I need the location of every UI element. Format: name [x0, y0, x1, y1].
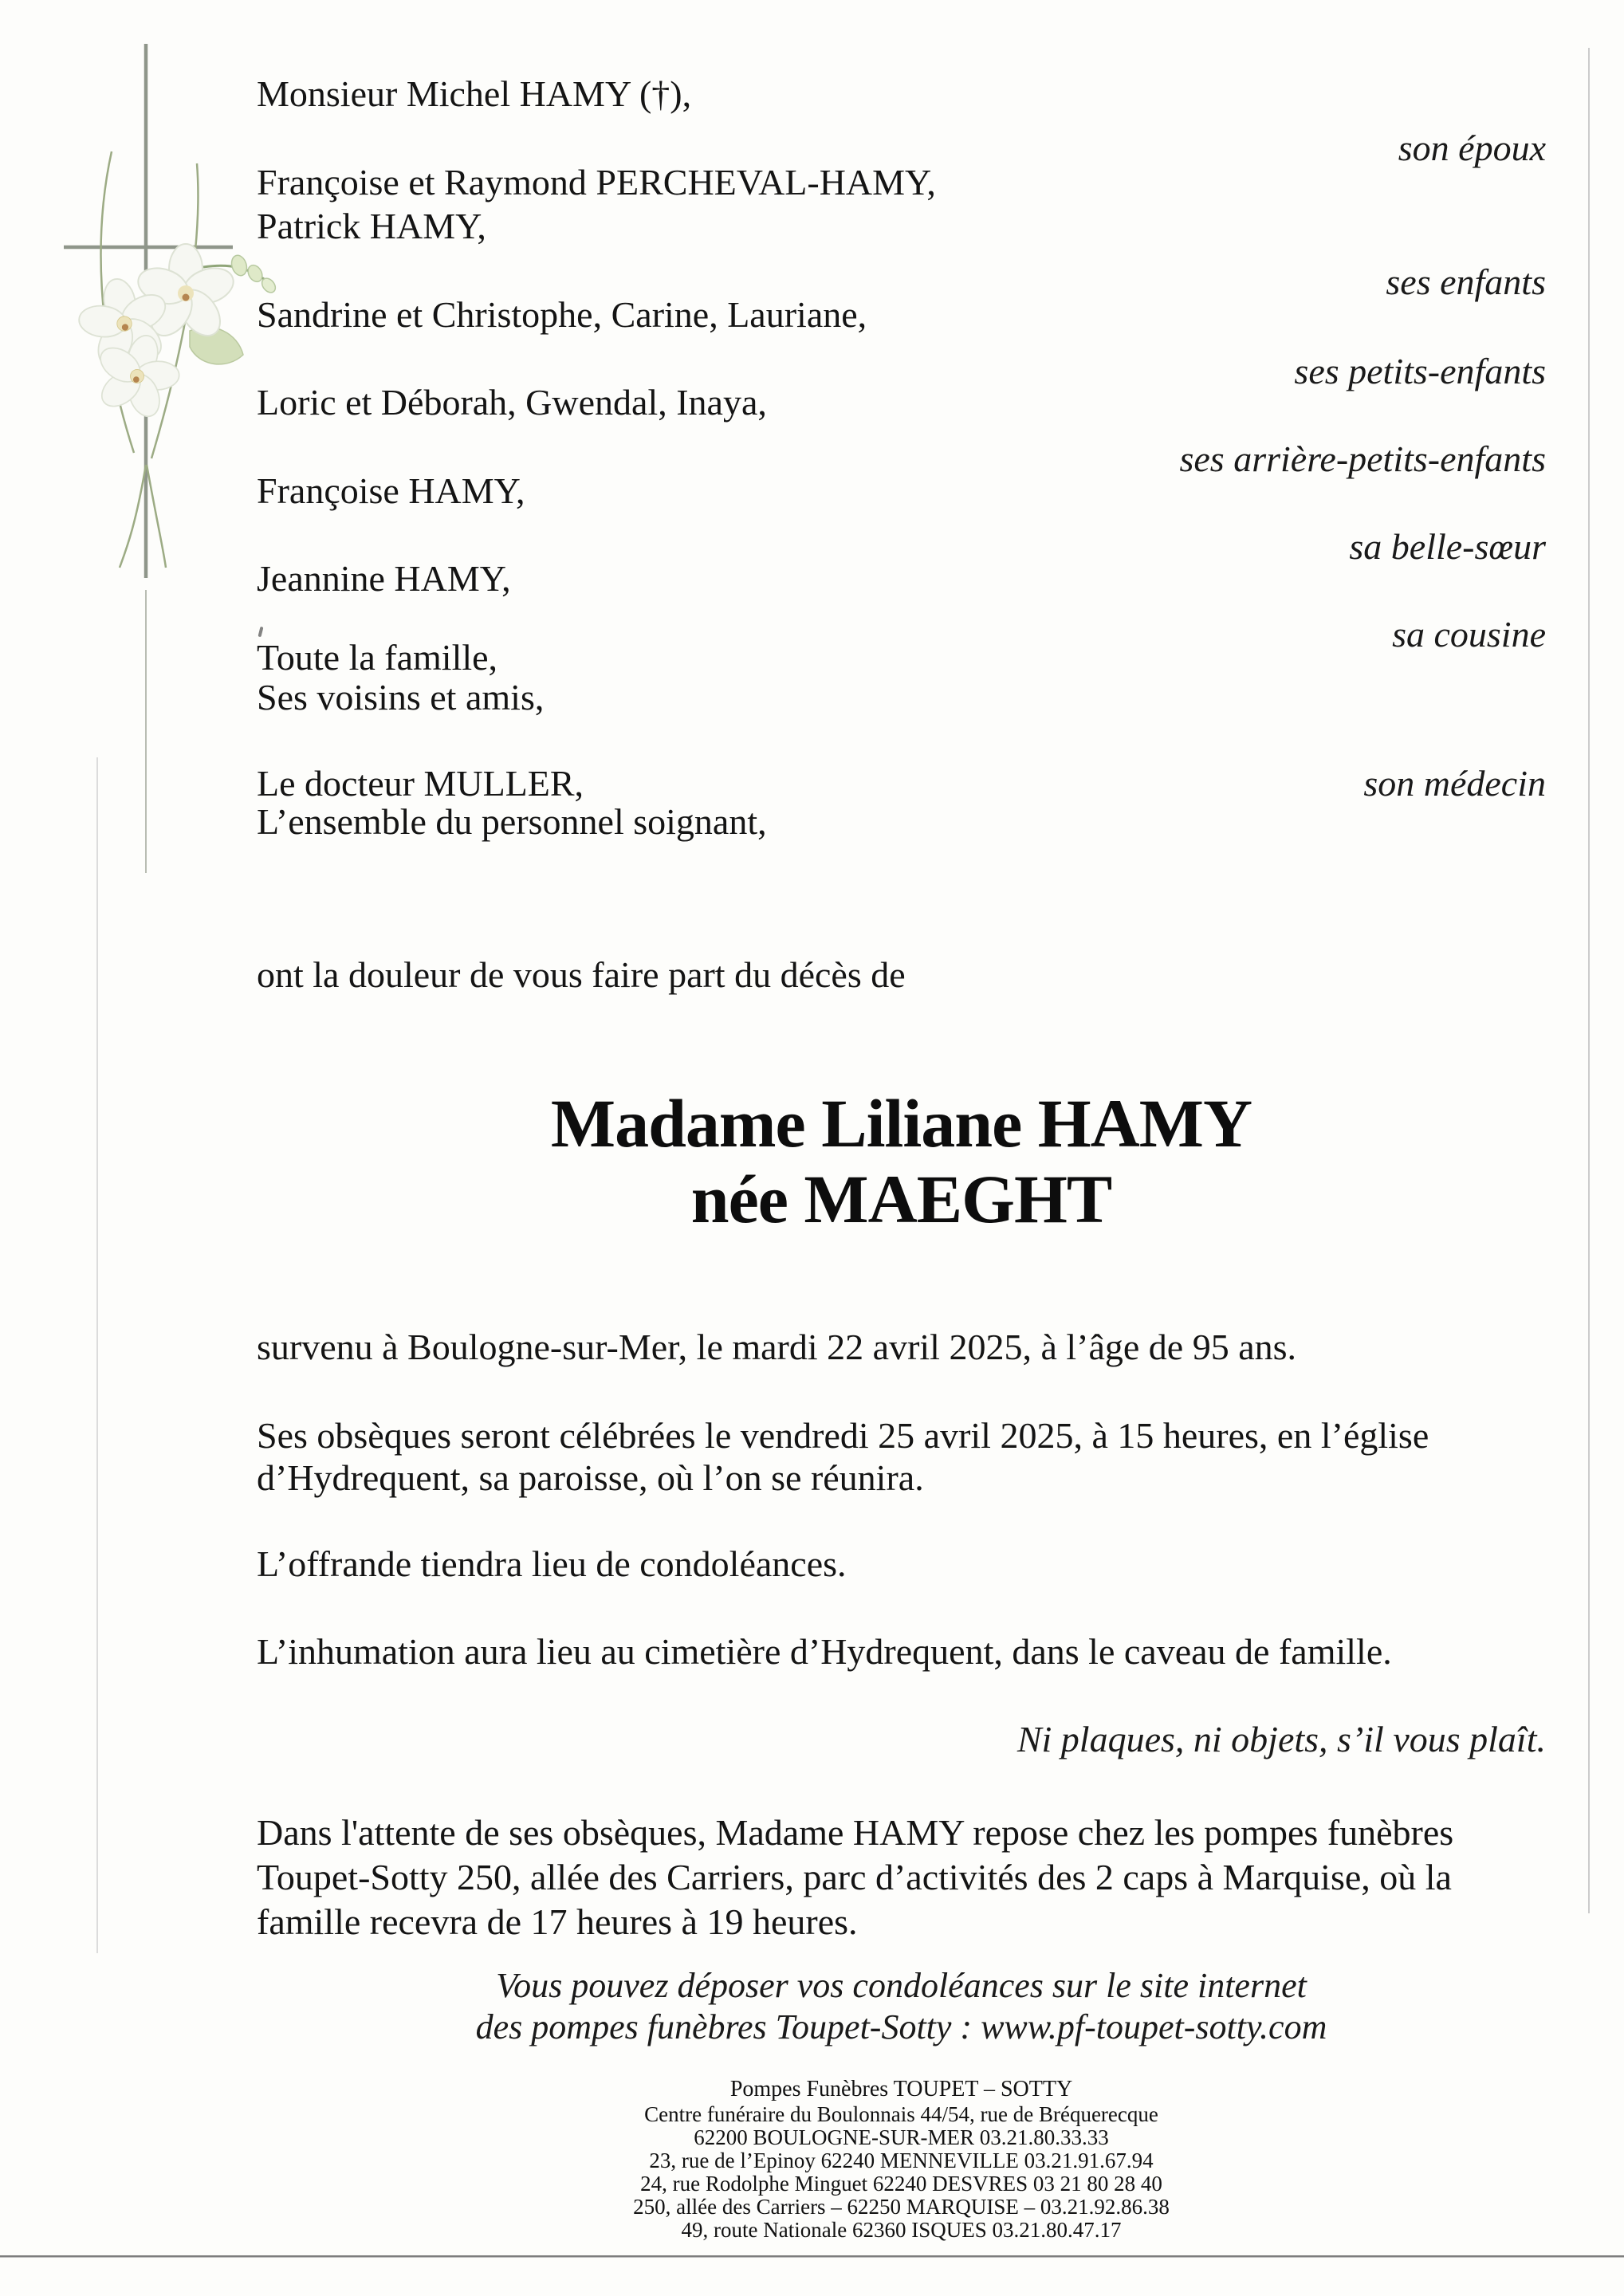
announcer-grandchildren: Sandrine et Christophe, Carine, Lauriane, — [257, 294, 867, 335]
funeral-home-address: 24, rue Rodolphe Minguet 62240 DESVRES 03 21 80 28 40 — [640, 2172, 1162, 2196]
offering-line: L’offrande tiendra lieu de condoléances. — [257, 1543, 847, 1584]
funeral-home-name: Pompes Funèbres TOUPET – SOTTY — [729, 2077, 1073, 2101]
scan-edge-line-right — [1588, 48, 1590, 1913]
relation-husband: son époux — [1398, 128, 1546, 168]
announcer-husband: Monsieur Michel HAMY (†), — [257, 73, 692, 114]
funeral-home-address: 49, route Nationale 62360 ISQUES 03.21.80.47.17 — [681, 2218, 1122, 2242]
announcement-intro: ont la douleur de vous faire part du décès de — [257, 954, 906, 995]
announcer-cousin: Jeannine HAMY, — [257, 558, 511, 599]
deceased-maiden-name: née MAEGHT — [690, 1161, 1112, 1237]
scan-bottom-line-shadow — [0, 2257, 1624, 2258]
announcer-children-1: Françoise et Raymond PERCHEVAL-HAMY, — [257, 162, 936, 202]
announcer-great-grandchildren: Loric et Déborah, Gwendal, Inaya, — [257, 382, 767, 423]
orchid-flower — [83, 324, 191, 429]
no-plaques-note: Ni plaques, ni objets, s’il vous plaît. — [1016, 1719, 1546, 1759]
announcer-care-staff: L’ensemble du personnel soignant, — [257, 801, 767, 842]
announcer-whole-family: Toute la famille, — [257, 637, 498, 678]
relation-doctor: son médecin — [1363, 763, 1546, 804]
condolences-website-line-1: Vous pouvez déposer vos condoléances sur le site internet — [496, 1966, 1307, 2005]
scan-edge-line-left — [96, 757, 98, 1953]
burial-line: L’inhumation aura lieu au cimetière d’Hydrequent, dans le caveau de famille. — [257, 1631, 1392, 1672]
funeral-home-address: 250, allée des Carriers – 62250 MARQUISE – 03.21.92.86.38 — [633, 2195, 1170, 2219]
relation-great-grandchildren: ses arrière-petits-enfants — [1179, 438, 1546, 479]
cross-icon — [64, 44, 233, 873]
funeral-details-line-2: d’Hydrequent, sa paroisse, où l’on se réunira. — [257, 1457, 924, 1498]
repose-line-3: famille recevra de 17 heures à 19 heures. — [257, 1901, 858, 1942]
orchid-cross-decoration — [0, 32, 295, 893]
announcer-sister-in-law: Françoise HAMY, — [257, 470, 525, 511]
deceased-name: Madame Liliane HAMY — [550, 1085, 1252, 1162]
funeral-details-line-1: Ses obsèques seront célébrées le vendredi 25 avril 2025, à 15 heures, en l’église — [257, 1415, 1429, 1456]
scan-bottom-line — [0, 2255, 1624, 2257]
funeral-home-addresses — [257, 2103, 1546, 2242]
repose-line-2: Toupet-Sotty 250, allée des Carriers, parc d’activités des 2 caps à Marquise, où la — [257, 1857, 1452, 1897]
funeral-home-address: 62200 BOULOGNE-SUR-MER 03.21.80.33.33 — [694, 2125, 1109, 2149]
funeral-home-address: 23, rue de l’Epinoy 62240 MENNEVILLE 03.21.91.67.94 — [649, 2149, 1154, 2172]
repose-line-1: Dans l'attente de ses obsèques, Madame HAMY repose chez les pompes funèbres — [257, 1812, 1454, 1853]
relation-children: ses enfants — [1386, 261, 1546, 302]
death-details-line: survenu à Boulogne-sur-Mer, le mardi 22 avril 2025, à l’âge de 95 ans. — [257, 1327, 1297, 1367]
relation-grandchildren: ses petits-enfants — [1294, 351, 1546, 391]
relation-cousin: sa cousine — [1392, 614, 1546, 655]
funeral-home-address: Centre funéraire du Boulonnais 44/54, rue de Bréquerecque — [644, 2102, 1158, 2126]
condolences-website-line-2: des pompes funèbres Toupet-Sotty : www.pf-toupet-sotty.com — [475, 2007, 1327, 2046]
announcer-doctor: Le docteur MULLER, — [257, 763, 584, 804]
relation-sister-in-law: sa belle-sœur — [1349, 526, 1546, 567]
announcer-children-2: Patrick HAMY, — [257, 206, 486, 246]
announcer-neighbors-friends: Ses voisins et amis, — [257, 677, 545, 718]
